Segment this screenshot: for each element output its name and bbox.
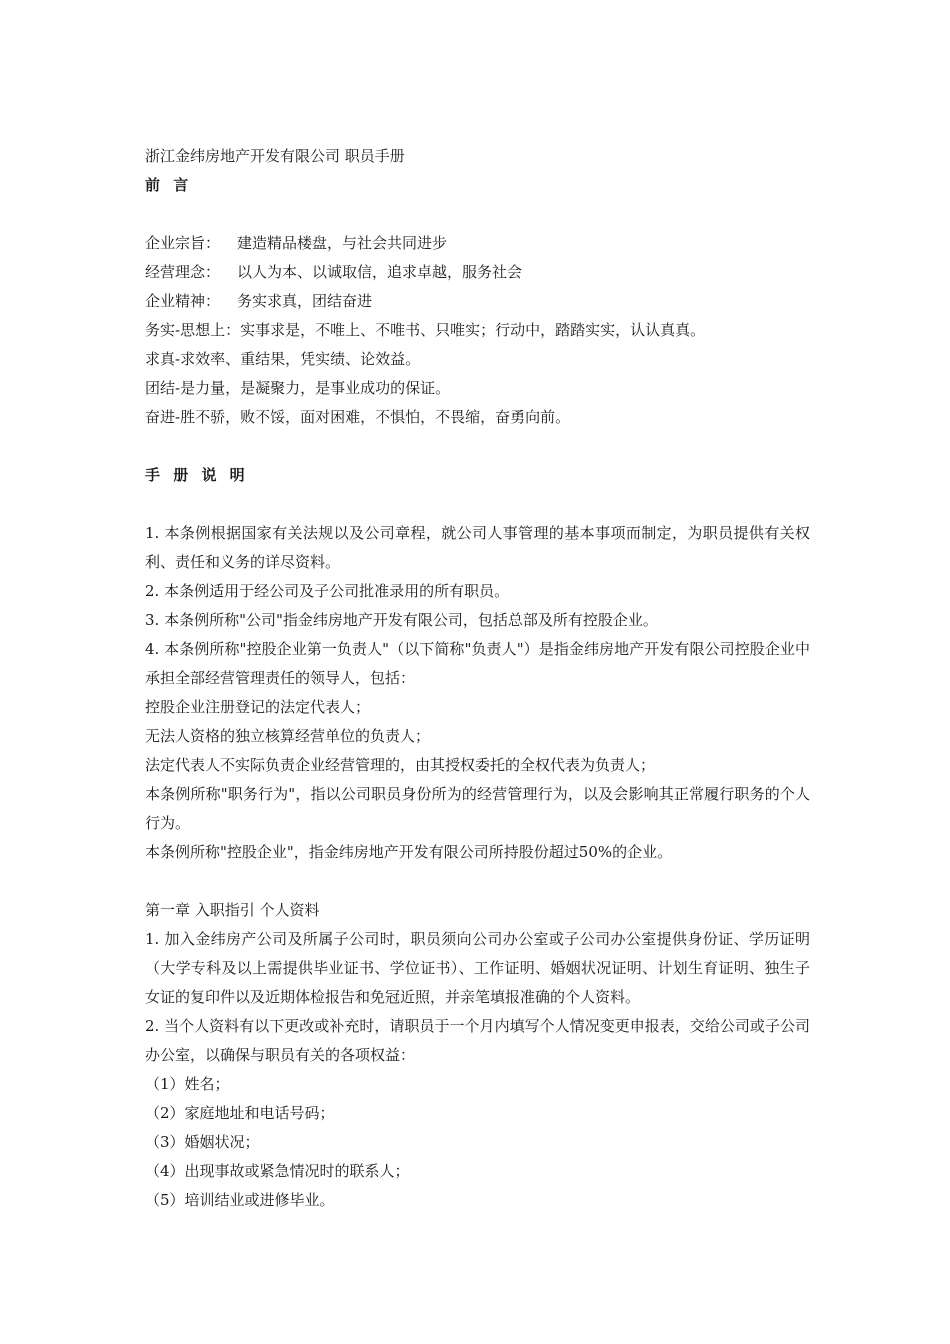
preface-item-philosophy xyxy=(145,258,810,287)
chapter-paragraph: 1. 加入金纬房产公司及所属子公司时，职员须向公司办公室或子公司办公室提供身份证、学历证明（大学专科及以上需提供毕业证书、学位证书）、工作证明、婚姻状况证明、计划生育证明、独生子女证的复印件以及近期体检报告和免冠近照，并亲笔填报准确的个人资料。 xyxy=(145,930,810,1006)
spacer xyxy=(145,432,810,461)
preface-item-spirit xyxy=(145,287,810,316)
manual-note-paragraph: 1. 本条例根据国家有关法规以及公司章程，就公司人事管理的基本事项而制定，为职员提供有关权利、责任和义务的详尽资料。 xyxy=(145,524,810,571)
preface-item-label: 企业精神： xyxy=(145,292,221,310)
preface-line: 团结-是力量，是凝聚力，是事业成功的保证。 xyxy=(145,379,451,397)
list-item: （5）培训结业或进修毕业。 xyxy=(145,1191,335,1209)
preface-item-text: 建造精品楼盘，与社会共同进步 xyxy=(237,234,448,252)
chapter-paragraph: 2. 当个人资料有以下更改或补充时，请职员于一个月内填写个人情况变更申报表，交给公司或子公司办公室，以确保与职员有关的各项权益： xyxy=(145,1017,810,1064)
document-body xyxy=(145,142,810,1215)
preface-line: 务实-思想上：实事求是，不唯上、不唯书、只唯实；行动中，踏踏实实，认认真真。 xyxy=(145,321,706,339)
preface-item-purpose xyxy=(145,229,810,258)
spacer xyxy=(145,200,810,229)
list-item: （3）婚姻状况； xyxy=(145,1133,260,1151)
document-title: 浙江金纬房地产开发有限公司 职员手册 xyxy=(145,147,405,165)
list-item: （4）出现事故或紧急情况时的联系人； xyxy=(145,1162,410,1180)
preface-item-label: 企业宗旨： xyxy=(145,234,221,252)
manual-note-paragraph: 控股企业注册登记的法定代表人； xyxy=(145,698,371,716)
manual-note-paragraph: 本条例所称"控股企业"，指金纬房地产开发有限公司所持股份超过50%的企业。 xyxy=(145,843,673,861)
preface-item-text: 以人为本、以诚取信，追求卓越，服务社会 xyxy=(237,263,523,281)
manual-note-paragraph: 法定代表人不实际负责企业经营管理的，由其授权委托的全权代表为负责人； xyxy=(145,756,656,774)
manual-note-paragraph: 3. 本条例所称"公司"指金纬房地产开发有限公司，包括总部及所有控股企业。 xyxy=(145,611,658,629)
manual-note-paragraph: 本条例所称"职务行为"，指以公司职员身份所为的经营管理行为，以及会影响其正常履行职务的个人行为。 xyxy=(145,785,810,832)
manual-note-paragraph: 无法人资格的独立核算经营单位的负责人； xyxy=(145,727,431,745)
preface-line: 奋进-胜不骄，败不馁，面对困难，不惧怕，不畏缩，奋勇向前。 xyxy=(145,408,571,426)
preface-heading: 前 言 xyxy=(145,176,193,194)
manual-notes-heading: 手 册 说 明 xyxy=(145,466,249,484)
list-item: （2）家庭地址和电话号码； xyxy=(145,1104,335,1122)
preface-item-label: 经营理念： xyxy=(145,263,221,281)
spacer xyxy=(145,490,810,519)
chapter-heading: 第一章 入职指引 个人资料 xyxy=(145,901,320,919)
list-item: （1）姓名； xyxy=(145,1075,230,1093)
spacer xyxy=(145,867,810,896)
manual-note-paragraph: 2. 本条例适用于经公司及子公司批准录用的所有职员。 xyxy=(145,582,510,600)
preface-line: 求真-求效率、重结果，凭实绩、论效益。 xyxy=(145,350,421,368)
manual-note-paragraph: 4. 本条例所称"控股企业第一负责人"（以下简称"负责人"）是指金纬房地产开发有限公司控股企业中承担全部经营管理责任的领导人，包括： xyxy=(145,640,810,687)
preface-item-text: 务实求真，团结奋进 xyxy=(237,292,373,310)
